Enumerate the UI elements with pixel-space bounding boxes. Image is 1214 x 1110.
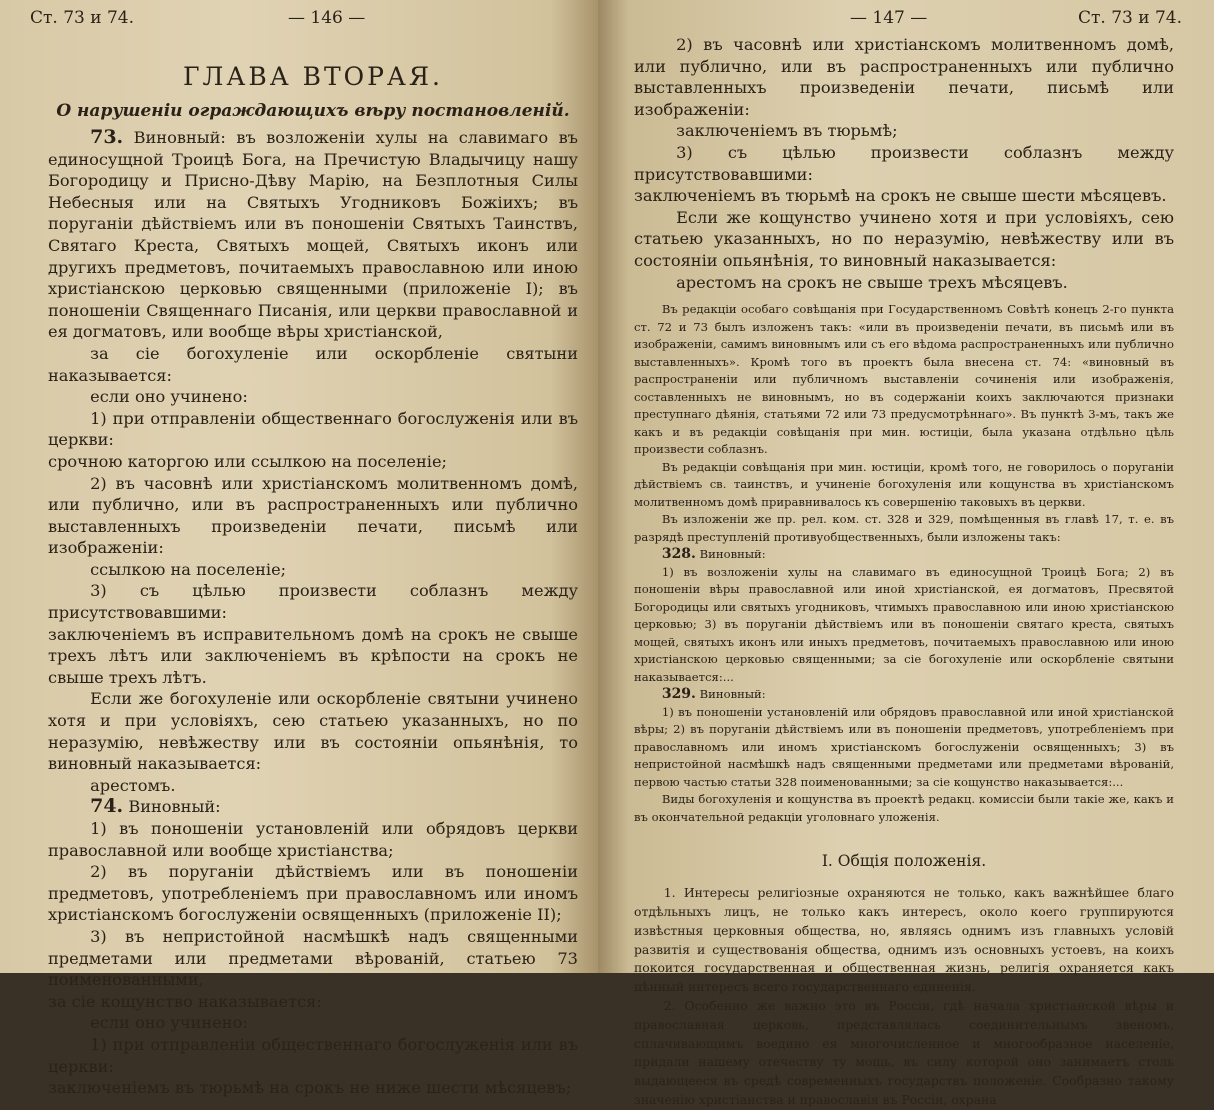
article-74-intro: Виновный:: [128, 797, 221, 817]
article-74-punish: за сіе кощунство наказывается:: [48, 991, 322, 1011]
article-74-point2: 2) въ поруганіи дѣйствіемъ или въ поношеніи предметовъ, употребленіемъ при православномъ или иномъ христіанскомъ богослуженіи освященныхъ (приложеніе II);: [48, 862, 578, 925]
article-73-if: если оно учинено:: [90, 387, 248, 407]
article-74-number: 74.: [90, 795, 124, 818]
note-328-intro: Виновный:: [699, 547, 766, 562]
article-73-mitigation: Если же богохуленіе или оскорбленіе святыни учинено хотя и при условіяхъ, сею статьею указанныхъ, но по неразумію, невѣжеству или въ состояніи опьянѣнія, то виновный наказывается:: [48, 689, 578, 774]
article-74-arrest: арестомъ на срокъ не свыше трехъ мѣсяцевъ.: [676, 272, 1068, 292]
article-73-point2: 2) въ часовнѣ или христіанскомъ молитвенномъ домѣ, или публично, или въ распространенныхъ или публично выставленныхъ произведеніи печати, письмѣ или изображеніи:: [48, 473, 578, 558]
article-74-case3: 3) съ цѣлью произвести соблазнъ между присутствовавшими:: [634, 142, 1174, 184]
article-73-penalty3: заключеніемъ въ исправительномъ домѣ на срокъ не свыше трехъ лѣтъ или заключеніемъ въ крѣпости на срокъ не свыше трехъ лѣтъ.: [48, 624, 578, 687]
note-328-text: 1) въ возложеніи хулы на славимаго въ единосущной Троицѣ Бога; 2) въ поношеніи вѣры православной или иной христіанской, ея догматовъ, Пресвятой Богородицы или святыхъ угодниковъ, чтимыхъ православною или иною христіанскою церковью; 3) въ поруганіи дѣйствіемъ или въ поношеніи святаго креста, святыхъ мощей, святыхъ иконъ или иныхъ предметовъ, почитаемыхъ православною или иною христіанскою церковью священными; за сіе богохуленіе или оскорбленіе святыни наказывается:...: [634, 564, 1174, 684]
note-328-number: 328.: [661, 546, 696, 563]
note-final: Виды богохуленія и кощунства въ проектѣ редакц. комиссіи были такіе же, какъ и въ окончательной редакціи уголовнаго уложенія.: [634, 792, 1174, 824]
left-header-articles: Ст. 73 и 74.: [30, 8, 135, 28]
article-74-case1-penalty: заключеніемъ въ тюрьмѣ на срокъ не ниже шести мѣсяцевъ;: [48, 1078, 572, 1098]
article-74-mitigation: Если же кощунство учинено хотя и при условіяхъ, сею статьею указанныхъ, но по неразумію, невѣжеству или въ состояніи опьянѣнія, то виновный наказывается:: [634, 207, 1174, 270]
article-73-number: 73.: [90, 126, 124, 148]
article-74-case1: 1) при отправленіи общественнаго богослуженія или въ церкви:: [48, 1034, 578, 1076]
note-special-meeting: Въ редакціи особаго совѣщанія при Государственномъ Совѣтѣ конецъ 2-го пункта ст. 72 и 73 былъ изложенъ такъ: «или въ произведеніи печати, въ письмѣ или въ изображеніи, самимъ виновнымъ или съ его вѣдома распространенныхъ или публично выставленныхъ». Кромѣ того въ проектъ была внесена ст. 74: «виновный въ распространеніи или публичномъ выставленіи сочиненія или изображенія, составленныхъ не виновнымъ, но въ содержаніи коихъ заключаются признаки преступнаго дѣянія, статьями 72 или 73 предусмотрѣннаго». Въ пунктѣ 3-мъ, такъ же какъ и въ редакціи совѣщанія при мин. юстиціи, была указана отдѣльно цѣль произвести соблазнъ.: [634, 302, 1174, 457]
article-73: [48, 127, 578, 343]
article-74: [48, 796, 578, 818]
article-73-punish: за сіе богохуленіе или оскорбленіе святыни наказывается:: [48, 343, 578, 385]
general-provision-1: 1. Интересы религіозные охраняются не только, какъ важнѣйшее благо отдѣльныхъ лицъ, не только какъ интересъ, около коего группируются извѣстныя церковныя общества, но, являясь однимъ изъ главныхъ условій развитія и существованія общества, однимъ изъ основныхъ устоевъ, на коихъ покоится государственная и общественная жизнь, религія охраняется какъ цѣнный интересъ всего государственнаго единенія.: [634, 885, 1174, 995]
note-329-number: 329.: [661, 686, 696, 703]
note-ministry-meeting: Въ редакціи совѣщанія при мин. юстиціи, кромѣ того, не говорилось о поруганіи дѣйствіемъ св. таинствъ, и учиненіе богохуленія или кощунства въ христіанскомъ молитвенномъ домѣ приравнивалось къ совершенію таковыхъ въ церкви.: [634, 459, 1174, 509]
section-title: О нарушеніи ограждающихъ вѣру постановленій.: [56, 101, 570, 121]
note-commission: Въ изложеніи же пр. рел. ком. ст. 328 и 329, помѣщенныя въ главѣ 17, т. е. въ разрядѣ преступленій противуобщественныхъ, были изложены такъ:: [634, 512, 1174, 544]
chapter-title: ГЛАВА ВТОРАЯ.: [182, 62, 444, 91]
article-73-text: Виновный: въ возложеніи хулы на славимаго въ единосущной Троицѣ Бога, на Пречистую Владычицу нашу Богородицу и Присно-Дѣву Марію, на Безплотныя Силы Небесныя или на Святыхъ Угодниковъ Божіихъ; въ поруганіи дѣйствіемъ или въ поношеніи Святыхъ Таинствъ, Святаго Креста, Святыхъ мощей, Святыхъ иконъ или другихъ предметовъ, почитаемыхъ православною или иною христіанскою церковью священными (приложеніе I); въ поношеніи Священнаго Писанія, или церкви православной и ея догматовъ, или вообще вѣры христіанской,: [48, 128, 578, 342]
article-73-penalty2: ссылкою на поселеніе;: [90, 559, 287, 579]
note-article-328: [634, 546, 1174, 564]
note-329-text: 1) въ поношеніи установленій или обрядовъ православной или иной христіанской вѣры; 2) въ поруганіи дѣйствіемъ или въ поношеніи предметовъ, употребленіемъ при православномъ или иномъ христіанскомъ богослуженіи освященныхъ; 3) въ непристойной насмѣшкѣ надъ священными предметами или предметами вѣрованій, первою частью статьи 328 поименованными; за сіе кощунство наказывается:...: [634, 704, 1174, 789]
left-page-number: — 146 —: [288, 8, 366, 28]
general-provisions-heading: I. Общія положенія.: [821, 852, 987, 871]
right-page: [598, 0, 1214, 1107]
article-74-case2-penalty: заключеніемъ въ тюрьмѣ;: [676, 121, 898, 141]
left-page: [0, 0, 598, 1098]
note-329-intro: Виновный:: [699, 687, 766, 702]
right-page-number: — 147 —: [850, 8, 928, 28]
article-74-case3-penalty: заключеніемъ въ тюрьмѣ на срокъ не свыше шести мѣсяцевъ.: [634, 186, 1167, 206]
right-header-articles: Ст. 73 и 74.: [1077, 8, 1182, 28]
right-running-head: [634, 0, 1182, 34]
general-provision-2: 2. Особенно же важно это въ Россіи, гдѣ начала христіанской вѣры и православная церковь, представлялась соединительнымъ звеномъ, сплачивающимъ воедино ея многочисленное и многообразное населеніе, придали нашему отечеству ту мощь, въ силу которой оно занимаетъ столь выдающееся въ средѣ современныхъ государствъ положеніе. Сообразно такому значенію христіанства и православія въ Россіи, охрана: [634, 997, 1174, 1107]
article-74-point3: 3) въ непристойной насмѣшкѣ надъ священными предметами или предметами вѣрованій, статьею 73 поименованными,: [48, 926, 578, 990]
article-74-case2: 2) въ часовнѣ или христіанскомъ молитвенномъ домѣ, или публично, или въ распространенныхъ или публично выставленныхъ произведеніи печати, письмѣ или изображеніи:: [634, 35, 1174, 119]
article-73-point3: 3) съ цѣлью произвести соблазнъ между присутствовавшими:: [48, 581, 578, 623]
article-74-point1: 1) въ поношеніи установленій или обрядовъ церкви православной или вообще христіанства;: [48, 819, 578, 860]
article-73-arrest: арестомъ.: [90, 775, 176, 795]
left-running-head: [30, 0, 578, 34]
article-73-point1: 1) при отправленіи общественнаго богослуженія или въ церкви:: [48, 408, 578, 450]
article-74-if: если оно учинено:: [90, 1013, 248, 1033]
note-article-329: [634, 686, 1174, 704]
article-73-penalty1: срочною каторгою или ссылкою на поселеніе;: [48, 451, 447, 471]
